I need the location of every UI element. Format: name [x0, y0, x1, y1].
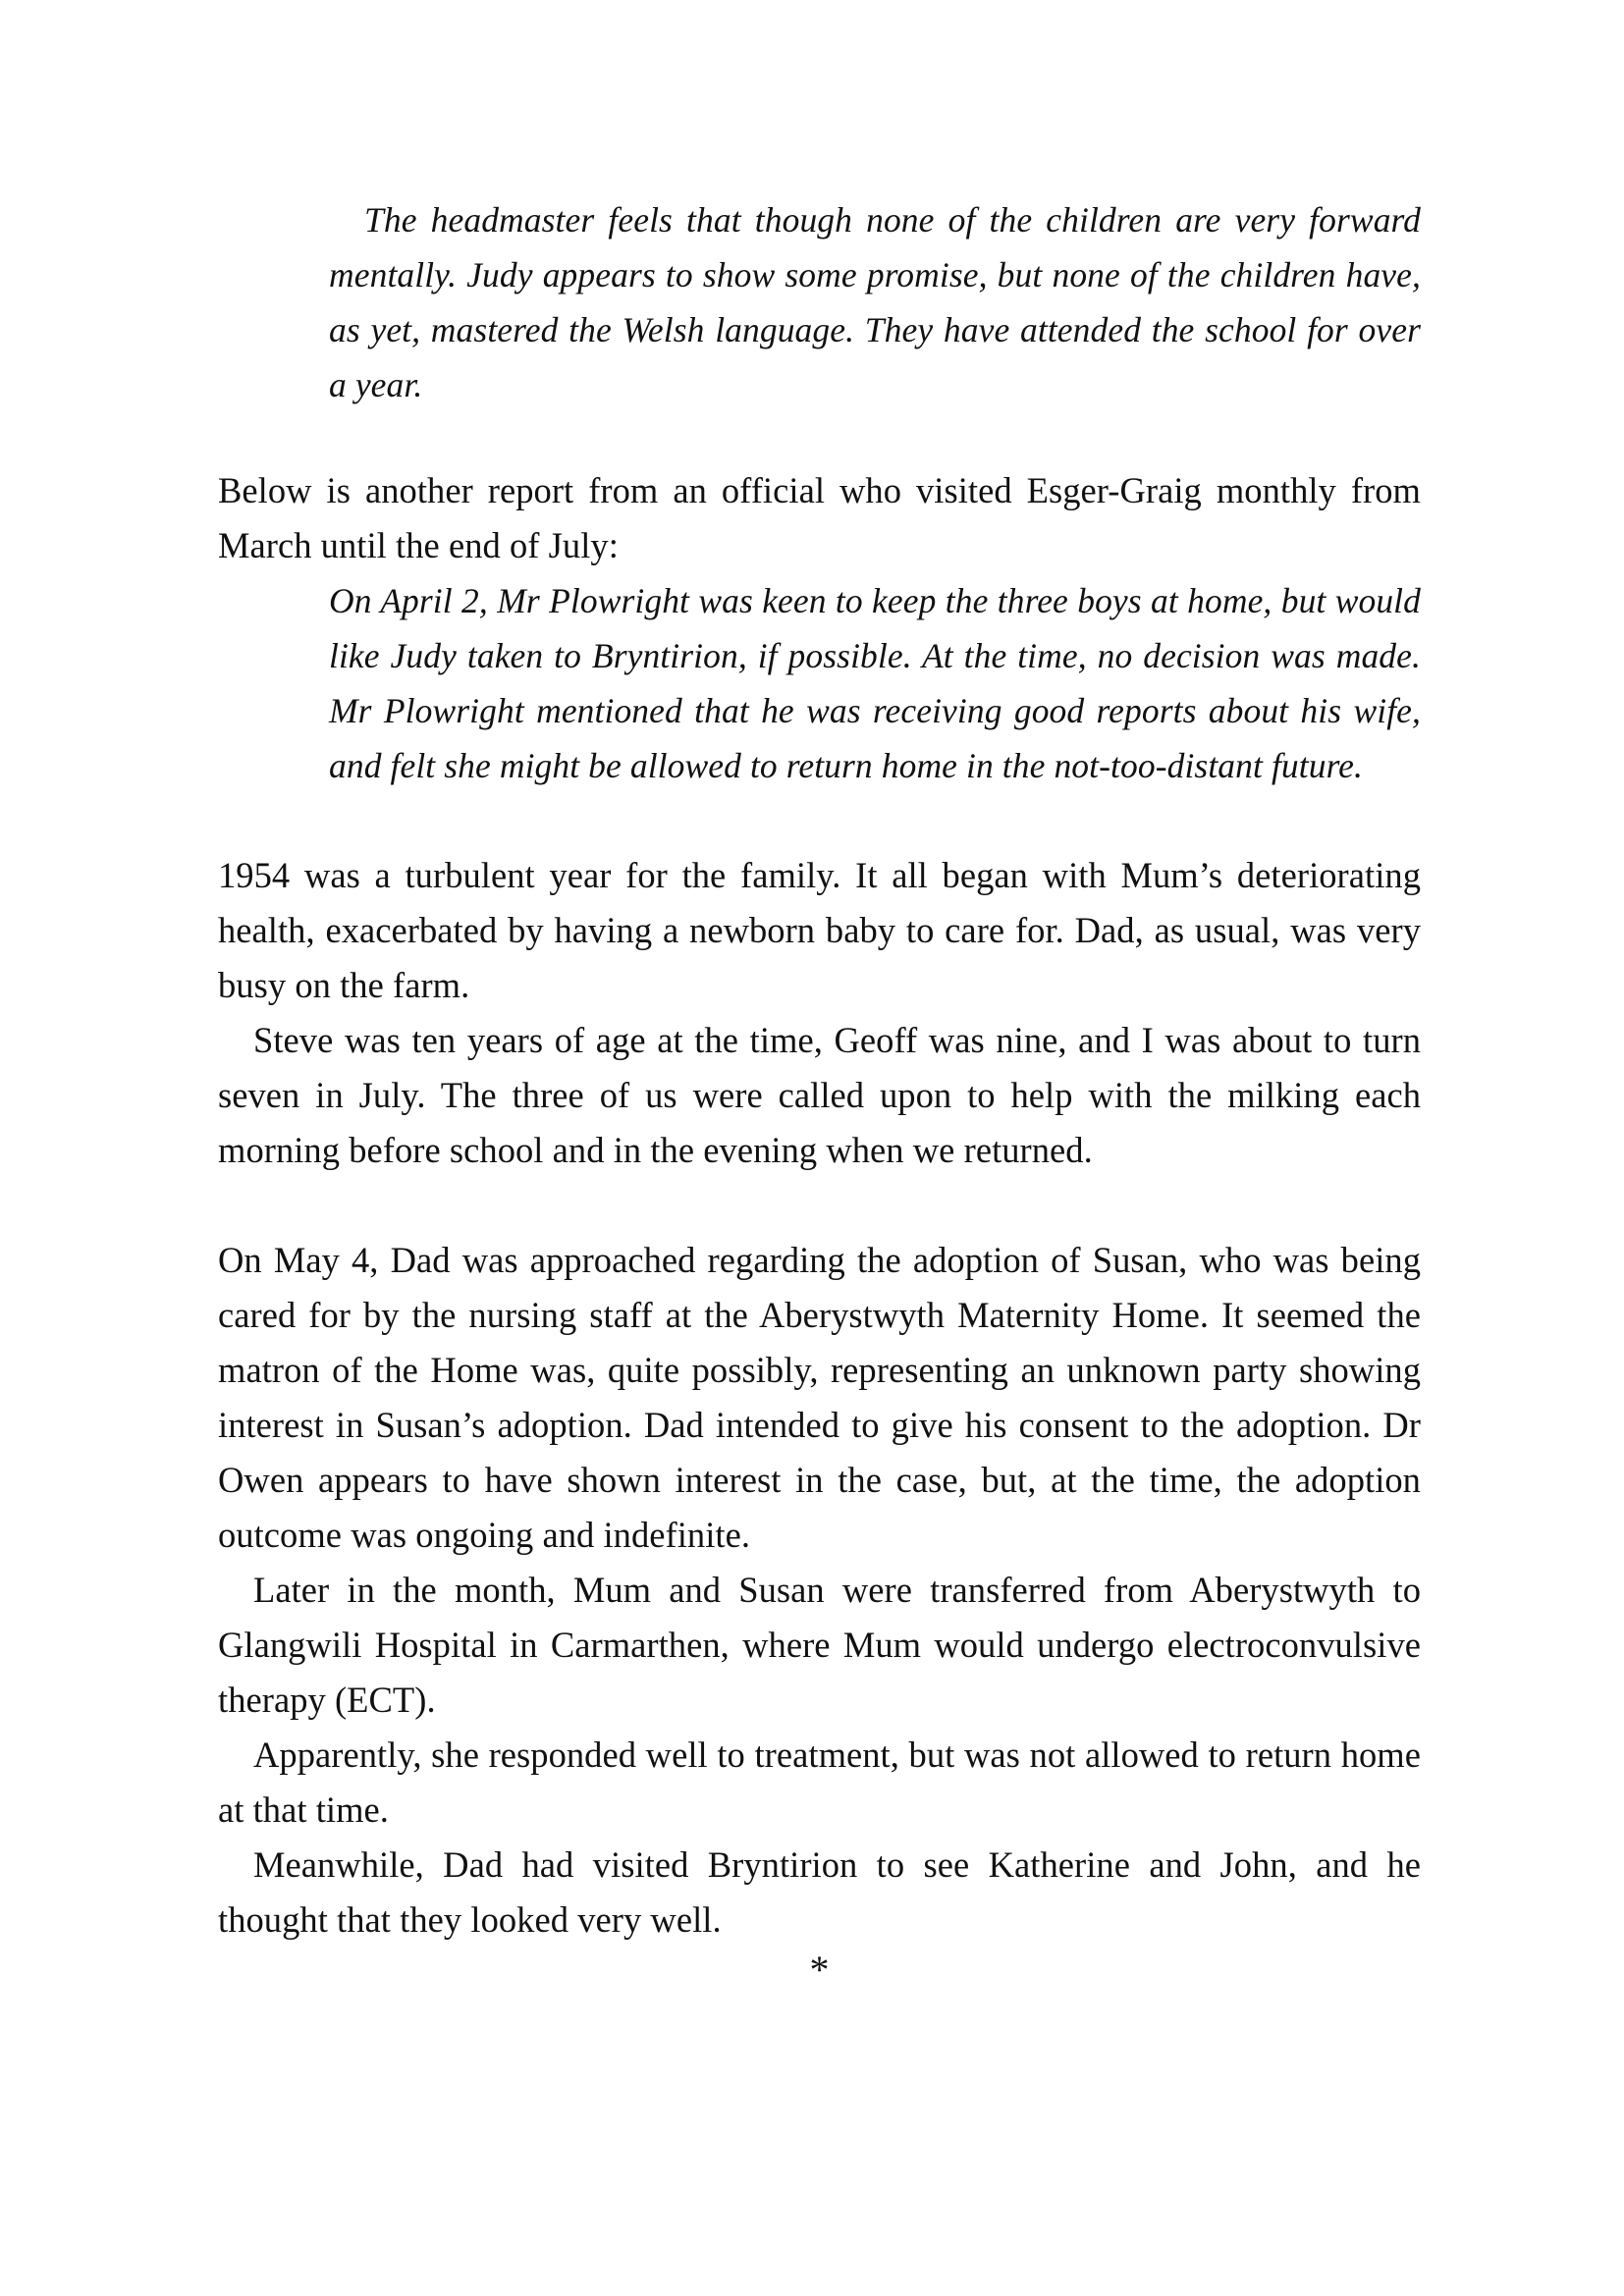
paragraph-may4-adoption: On May 4, Dad was approached regarding the adoption of Susan, who was being cared for by the nursing staff at the Aberystwyth Maternity Home. It seemed the matron of the Home was, quite possibly, representing an unknown party showing interest in Susan’s adoption. Dad intended to give his consent to the adoption. Dr Owen appears to have shown interest in the case, but, at the time, the adoption outcome was ongoing and indefinite. — [218, 1240, 1421, 1555]
blockquote-april-report — [218, 573, 1421, 793]
paragraph-1954-turbulent-year: 1954 was a turbulent year for the family. It all began with Mum’s deteriorating health, exacerbated by having a newborn baby to care for. Dad, as usual, was very busy on the farm. — [218, 855, 1421, 1005]
blockquote-headmaster-report-text: The headmaster feels that though none of the children are very forward mentally. Judy appears to show some promise, but none of the children have, as yet, mastered the Welsh language. They have attended the school for over a year. — [329, 200, 1421, 404]
section-separator-asterisk: * — [809, 1948, 830, 1992]
paragraph-steve-geoff-milking: Steve was ten years of age at the time, Geoff was nine, and I was about to turn seven in July. The three of us were called upon to help with the milking each morning before school and in the evening when we returned. — [218, 1020, 1421, 1170]
blockquote-april-report-text: On April 2, Mr Plowright was keen to keep the three boys at home, but would like Judy taken to Bryntirion, if possible. At the time, no decision was made. Mr Plowright mentioned that he was receiving good reports about his wife, and felt she might be allowed to return home in the not-too-distant future. — [329, 581, 1421, 785]
paragraph-meanwhile-bryntirion: Meanwhile, Dad had visited Bryntirion to see Katherine and John, and he thought that they looked very well. — [218, 1844, 1421, 1940]
paragraph-later-glangwili: Later in the month, Mum and Susan were transferred from Aberystwyth to Glangwili Hospital in Carmarthen, where Mum would undergo electroconvulsive therapy (ECT). — [218, 1570, 1421, 1720]
blockquote-headmaster-report — [218, 192, 1421, 412]
paragraph-intro-report: Below is another report from an official who visited Esger-Graig monthly from March until the end of July: — [218, 470, 1421, 565]
spacer — [218, 1178, 1421, 1233]
paragraph-apparently-treatment: Apparently, she responded well to treatment, but was not allowed to return home at that time. — [218, 1735, 1421, 1830]
spacer — [218, 793, 1421, 848]
spacer — [218, 412, 1421, 463]
page-text-column — [218, 192, 1421, 1991]
